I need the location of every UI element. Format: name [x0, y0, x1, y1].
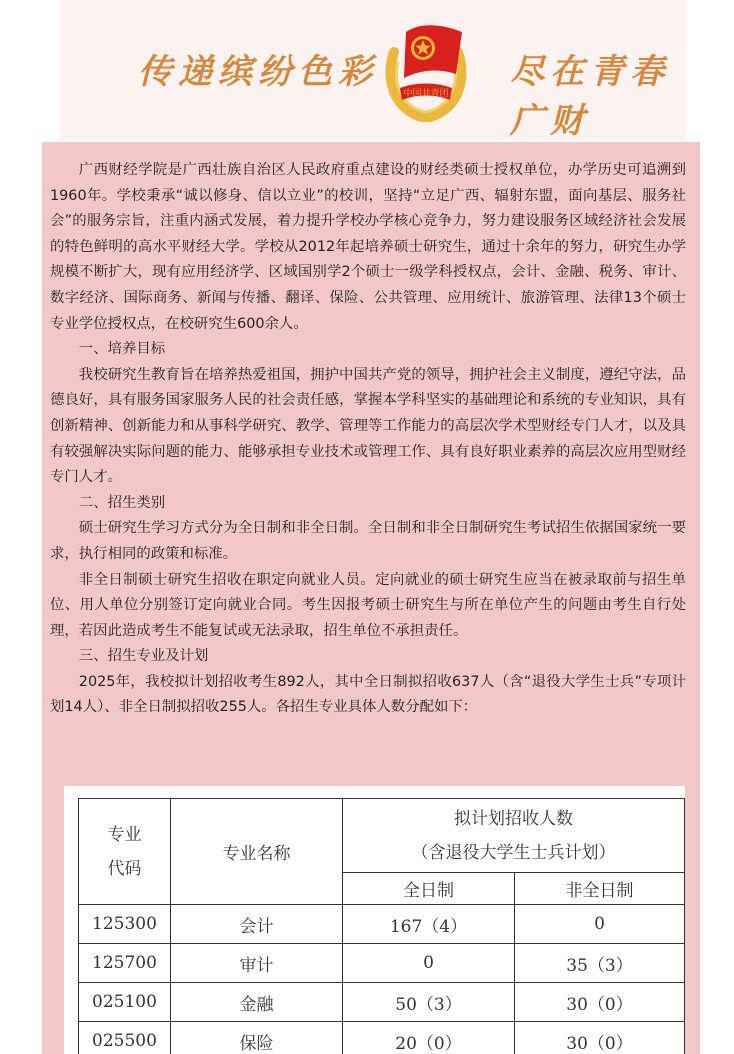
cell-fulltime: 0 — [343, 944, 515, 983]
cell-name: 会计 — [171, 905, 343, 944]
cell-name: 审计 — [171, 944, 343, 983]
slogan-right: 尽在青春广财 — [510, 52, 670, 141]
cell-name: 保险 — [171, 1022, 343, 1054]
enrollment-plan-table — [78, 798, 685, 1054]
type-paragraph-1: 硕士研究生学习方式分为全日制和非全日制。全日制和非全日制研究生考试招生依据国家统一要求，执行相同的政策和标准。 — [50, 520, 686, 562]
cell-name: 金融 — [171, 983, 343, 1022]
header-major-code: 专业 代码 — [79, 799, 171, 905]
header-major-name: 专业名称 — [171, 799, 343, 905]
article-body — [50, 158, 686, 721]
cell-parttime: 0 — [515, 905, 685, 944]
slogan-left: 传递缤纷色彩 — [138, 52, 378, 92]
cell-fulltime: 20（0） — [343, 1022, 515, 1054]
cell-code: 125700 — [79, 944, 171, 983]
cell-parttime: 35（3） — [515, 944, 685, 983]
table-row — [79, 1022, 685, 1054]
goal-paragraph: 我校研究生教育旨在培养热爱祖国，拥护中国共产党的领导，拥护社会主义制度，遵纪守法，品德良好，具有服务国家服务人民的社会责任感，掌握本学科坚实的基础理论和系统的专业知识，具有创新精神、创新能力和从事科学研究、教学、管理等工作能力的高层次学术型财经专门人才，以及具有较强解决实际问题的能力、能够承担专业技术或管理工作、具有良好职业素养的高层次应用型财经专门人才。 — [50, 366, 686, 486]
enrollment-plan-table-container — [64, 786, 685, 1054]
header-fulltime: 全日制 — [343, 873, 515, 905]
youth-league-emblem-icon — [376, 12, 476, 122]
header-plan-count: 拟计划招收人数 （含退役大学生士兵计划） — [343, 799, 685, 873]
cell-parttime: 30（0） — [515, 983, 685, 1022]
header-banner — [60, 0, 686, 140]
cell-parttime: 30（0） — [515, 1022, 685, 1054]
plan-heading: 三、招生专业及计划 — [78, 648, 209, 665]
table-row — [79, 944, 685, 983]
goal-heading: 一、培养目标 — [78, 341, 166, 358]
type-heading: 二、招生类别 — [78, 494, 166, 511]
type-paragraph-2: 非全日制硕士研究生招收在职定向就业人员。定向就业的硕士研究生应当在被录取前与招生单位、用人单位分别签订定向就业合同。考生因报考硕士研究生与所在单位产生的问题由考生自行处理，若因此造成考生不能复试或无法录取，招生单位不承担责任。 — [50, 571, 686, 639]
header-parttime: 非全日制 — [515, 873, 685, 905]
cell-code: 025100 — [79, 983, 171, 1022]
svg-text:中国共青团: 中国共青团 — [403, 89, 449, 99]
cell-fulltime: 50（3） — [343, 983, 515, 1022]
intro-paragraph: 广西财经学院是广西壮族自治区人民政府重点建设的财经类硕士授权单位，办学历史可追溯到1960年。学校秉承“诚以修身、信以立业”的校训，坚持“立足广西、辐射东盟，面向基层、服务社会”的服务宗旨，注重内涵式发展，着力提升学校办学核心竞争力，努力建设服务区域经济社会发展的特色鲜明的高水平财经大学。学校从2012年起培养硕士研究生，通过十余年的努力，研究生办学规模不断扩大，现有应用经济学、区域国别学2个硕士一级学科授权点，会计、金融、税务、审计、数字经济、国际商务、新闻与传播、翻译、保险、公共管理、应用统计、旅游管理、法律13个硕士专业学位授权点，在校研究生600余人。 — [50, 162, 686, 332]
table-header-row — [79, 799, 685, 873]
plan-paragraph: 2025年，我校拟计划招收考生892人，其中全日制拟招收637人（含“退役大学生士兵”专项计划14人）、非全日制拟招收255人。各招生专业具体人数分配如下： — [50, 673, 686, 716]
cell-code: 125300 — [79, 905, 171, 944]
cell-fulltime: 167（4） — [343, 905, 515, 944]
cell-code: 025500 — [79, 1022, 171, 1054]
table-row — [79, 905, 685, 944]
table-row — [79, 983, 685, 1022]
